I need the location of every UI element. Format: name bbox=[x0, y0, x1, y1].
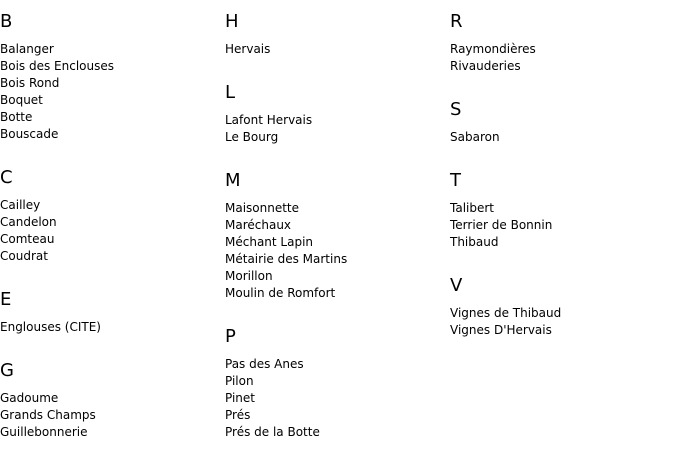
letter-group bbox=[0, 143, 225, 265]
letter-heading: E bbox=[0, 289, 12, 310]
letter-heading: P bbox=[225, 326, 236, 347]
place-link[interactable]: Le Bourg bbox=[225, 130, 279, 144]
place-list-item bbox=[450, 41, 675, 58]
place-list-item bbox=[225, 285, 450, 302]
place-list-item bbox=[450, 322, 675, 339]
place-link[interactable]: Prés de la Botte bbox=[225, 425, 320, 439]
place-link[interactable]: Morillon bbox=[225, 269, 273, 283]
place-link[interactable]: Moulin de Romfort bbox=[225, 286, 336, 300]
index-column-1 bbox=[0, 0, 225, 441]
letter-group bbox=[225, 0, 450, 58]
place-list-item bbox=[450, 129, 675, 146]
place-link[interactable]: Gadoume bbox=[0, 391, 59, 405]
place-list-item bbox=[225, 217, 450, 234]
place-list-item bbox=[225, 356, 450, 373]
letter-group bbox=[450, 251, 675, 339]
place-link[interactable]: Cailley bbox=[0, 198, 41, 212]
place-link[interactable]: Bois Rond bbox=[0, 76, 60, 90]
place-link[interactable]: Vignes D'Hervais bbox=[450, 323, 552, 337]
place-list-item bbox=[225, 112, 450, 129]
place-list-item bbox=[450, 200, 675, 217]
place-list-item bbox=[225, 373, 450, 390]
place-link[interactable]: Candelon bbox=[0, 215, 57, 229]
place-list-item bbox=[450, 234, 675, 251]
place-link[interactable]: Hervais bbox=[225, 42, 271, 56]
place-list bbox=[450, 41, 675, 75]
place-link[interactable]: Guillebonnerie bbox=[0, 425, 88, 439]
place-link[interactable]: Sabaron bbox=[450, 130, 500, 144]
place-list-item bbox=[450, 217, 675, 234]
place-link[interactable]: Maisonnette bbox=[225, 201, 300, 215]
place-list bbox=[450, 129, 675, 146]
place-link[interactable]: Prés bbox=[225, 408, 251, 422]
place-list bbox=[0, 41, 225, 143]
place-list-item bbox=[450, 58, 675, 75]
place-link[interactable]: Coudrat bbox=[0, 249, 48, 263]
place-list-item bbox=[0, 214, 225, 231]
place-list-item bbox=[225, 251, 450, 268]
place-link[interactable]: Bouscade bbox=[0, 127, 59, 141]
letter-heading: L bbox=[225, 82, 236, 103]
place-list-item bbox=[225, 407, 450, 424]
place-link[interactable]: Comteau bbox=[0, 232, 55, 246]
place-list-item bbox=[225, 234, 450, 251]
place-link[interactable]: Méchant Lapin bbox=[225, 235, 314, 249]
place-list-item bbox=[225, 268, 450, 285]
place-link[interactable]: Botte bbox=[0, 110, 33, 124]
place-list bbox=[0, 197, 225, 265]
place-link[interactable]: Talibert bbox=[450, 201, 495, 215]
place-list bbox=[450, 305, 675, 339]
place-list-item bbox=[0, 390, 225, 407]
letter-group bbox=[0, 265, 225, 336]
letter-group bbox=[450, 0, 675, 75]
place-list-item bbox=[0, 248, 225, 265]
place-list-item bbox=[0, 109, 225, 126]
place-link[interactable]: Boquet bbox=[0, 93, 43, 107]
place-link[interactable]: Pas des Anes bbox=[225, 357, 304, 371]
place-list-item bbox=[225, 129, 450, 146]
letter-group bbox=[225, 302, 450, 441]
place-link[interactable]: Bois des Enclouses bbox=[0, 59, 114, 73]
letter-heading: B bbox=[0, 11, 13, 32]
place-list bbox=[0, 390, 225, 441]
letter-heading: G bbox=[0, 360, 14, 381]
letter-heading: T bbox=[450, 170, 461, 191]
letter-heading: R bbox=[450, 11, 463, 32]
letter-group bbox=[450, 146, 675, 251]
place-link[interactable]: Métairie des Martins bbox=[225, 252, 348, 266]
place-link[interactable]: Thibaud bbox=[450, 235, 499, 249]
letter-group bbox=[0, 0, 225, 143]
place-list-item bbox=[0, 197, 225, 214]
place-list-item bbox=[450, 305, 675, 322]
place-list bbox=[225, 41, 450, 58]
place-list-item bbox=[0, 58, 225, 75]
place-link[interactable]: Rivauderies bbox=[450, 59, 521, 73]
index-column-2 bbox=[225, 0, 450, 441]
letter-group bbox=[225, 146, 450, 302]
letter-heading: S bbox=[450, 99, 462, 120]
place-list-item bbox=[225, 390, 450, 407]
letter-heading: V bbox=[450, 275, 463, 296]
place-list-item bbox=[0, 407, 225, 424]
place-link[interactable]: Maréchaux bbox=[225, 218, 292, 232]
letter-heading: M bbox=[225, 170, 241, 191]
place-list bbox=[450, 200, 675, 251]
index-column-3 bbox=[450, 0, 675, 339]
place-list-item bbox=[225, 424, 450, 441]
place-list-item bbox=[0, 75, 225, 92]
place-link[interactable]: Pinet bbox=[225, 391, 255, 405]
place-list-item bbox=[225, 41, 450, 58]
place-list-item bbox=[0, 126, 225, 143]
place-list bbox=[225, 112, 450, 146]
place-list-item bbox=[0, 231, 225, 248]
place-link[interactable]: Raymondières bbox=[450, 42, 536, 56]
place-list-item bbox=[0, 92, 225, 109]
place-list-item bbox=[225, 200, 450, 217]
place-link[interactable]: Terrier de Bonnin bbox=[450, 218, 553, 232]
letter-group bbox=[225, 58, 450, 146]
place-list-item bbox=[0, 424, 225, 441]
place-link[interactable]: Lafont Hervais bbox=[225, 113, 313, 127]
place-link[interactable]: Balanger bbox=[0, 42, 54, 56]
place-list bbox=[0, 319, 225, 336]
place-link[interactable]: Vignes de Thibaud bbox=[450, 306, 562, 320]
place-link[interactable]: Pilon bbox=[225, 374, 254, 388]
letter-heading: C bbox=[0, 167, 13, 188]
letter-group bbox=[0, 336, 225, 441]
place-list-item bbox=[0, 41, 225, 58]
place-list-item bbox=[0, 319, 225, 336]
place-link[interactable]: Englouses (CITE) bbox=[0, 320, 101, 334]
letter-group bbox=[450, 75, 675, 146]
place-list bbox=[225, 356, 450, 441]
place-link[interactable]: Grands Champs bbox=[0, 408, 96, 422]
letter-heading: H bbox=[225, 11, 239, 32]
place-list bbox=[225, 200, 450, 302]
